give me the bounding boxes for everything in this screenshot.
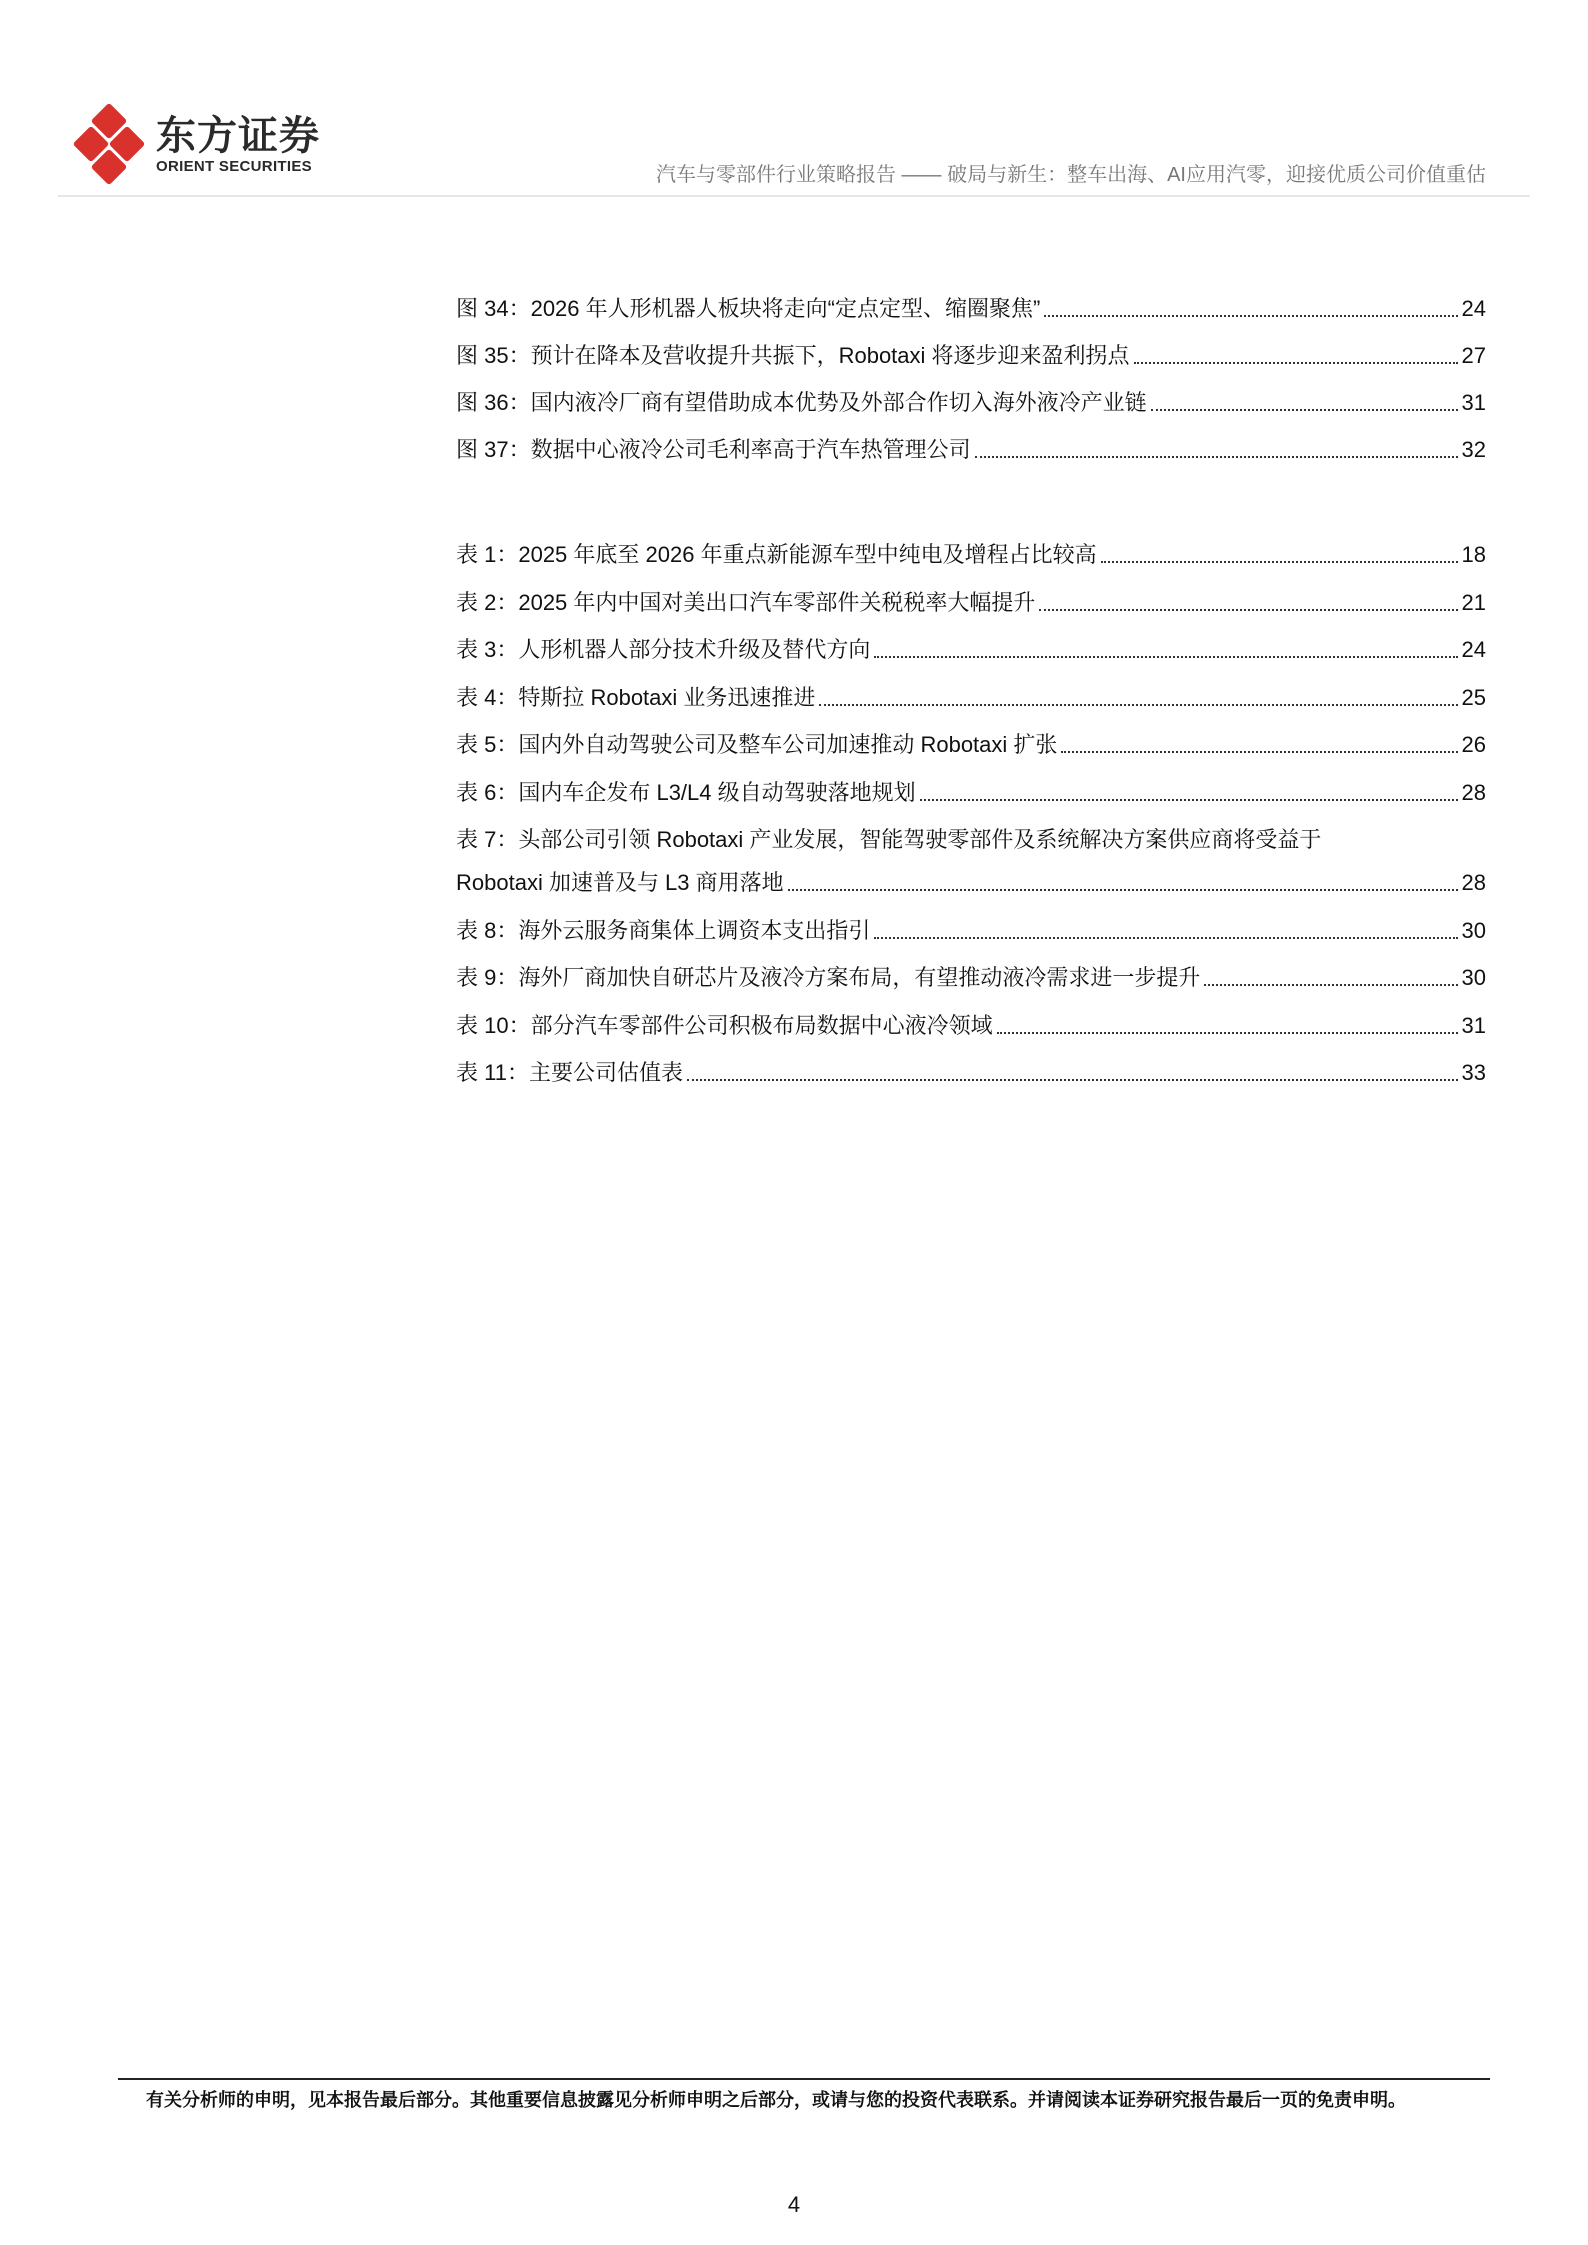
toc-entry-label[interactable]: 表 3：人形机器人部分技术升级及替代方向 [456,637,871,662]
logo-cn: 东方证券 [156,113,320,158]
logo-en: ORIENT SECURITIES [156,157,312,175]
dot-leader [1204,984,1457,986]
toc-entry-page: 26 [1461,732,1486,757]
toc-entry-page: 18 [1461,542,1486,567]
toc-table-entry[interactable] [456,634,1486,664]
toc-entry-page: 30 [1461,965,1486,990]
toc-entry-page: 31 [1461,1012,1486,1038]
toc-figure-entry[interactable] [456,340,1486,370]
toc-entry-page: 21 [1461,589,1486,615]
dot-leader [1044,315,1457,317]
toc-entry-label[interactable]: 表 6：国内车企发布 L3/L4 级自动驾驶落地规划 [456,779,916,805]
toc-entry-page: 28 [1461,870,1486,895]
footer-disclaimer: 有关分析师的申明，见本报告最后部分。其他重要信息披露见分析师申明之后部分，或请与您的投资代表联系。并请阅读本证券研究报告最后一页的免责申明。 [146,2090,1406,2110]
dot-leader [1134,362,1458,364]
toc-entry-label[interactable]: 表 1：2025 年底至 2026 年重点新能源车型中纯电及增程占比较高 [456,542,1097,567]
dot-leader [1039,609,1457,611]
toc-entry-page: 31 [1461,390,1486,415]
toc-entry-page: 24 [1461,296,1486,321]
dot-leader [975,456,1458,458]
toc-entry-page: 30 [1461,917,1486,943]
toc-entry-label[interactable]: Robotaxi 加速普及与 L3 商用落地 [456,870,784,895]
toc-figure-entry[interactable] [456,434,1486,464]
toc-entry-label[interactable]: 表 4：特斯拉 Robotaxi 业务迅速推进 [456,684,816,710]
report-title: 汽车与零部件行业策略报告 —— 破局与新生：整车出海、AI应用汽零，迎接优质公司价值重估 [655,164,1486,186]
dot-leader [687,1079,1458,1081]
toc-table-entry[interactable] [456,539,1486,569]
toc-entry-label[interactable]: 图 37：数据中心液冷公司毛利率高于汽车热管理公司 [456,437,971,462]
dot-leader [874,656,1457,658]
toc-entry-page: 24 [1461,637,1486,662]
toc-entry-label[interactable]: 表 9：海外厂商加快自研芯片及液冷方案布局，有望推动液冷需求进一步提升 [456,965,1201,990]
dot-leader [788,889,1458,891]
toc-table-entry[interactable] [456,1010,1486,1040]
footer-divider [118,2078,1490,2080]
toc-entry-page: 32 [1461,437,1486,462]
toc-entry-page: 25 [1461,684,1486,710]
toc-entry-label-line1[interactable]: 表 7：头部公司引领 Robotaxi 产业发展，智能驾驶零部件及系统解决方案供应商将受益于 [456,827,1322,852]
toc-entry-label[interactable]: 表 10：部分汽车零部件公司积极布局数据中心液冷领域 [456,1012,993,1038]
toc-table-entry[interactable] [456,587,1486,617]
toc-entry-page: 27 [1461,343,1486,368]
dot-leader [920,799,1458,801]
toc-entry-label[interactable]: 图 34：2026 年人形机器人板块将走向“定点定型、缩圈聚焦” [456,296,1041,321]
toc-table-entry[interactable] [456,729,1486,759]
dot-leader [819,704,1457,706]
toc-entry-label[interactable]: 表 11：主要公司估值表 [456,1060,683,1085]
toc-table-entry[interactable] [456,867,1486,897]
toc-table-entry[interactable] [456,915,1486,945]
dot-leader [874,937,1457,939]
toc-entry-label[interactable]: 表 8：海外云服务商集体上调资本支出指引 [456,917,871,943]
toc-figure-entry[interactable] [456,387,1486,417]
toc-entry-label[interactable]: 表 5：国内外自动驾驶公司及整车公司加速推动 Robotaxi 扩张 [456,732,1058,757]
toc-entry-label[interactable]: 图 35：预计在降本及营收提升共振下，Robotaxi 将逐步迎来盈利拐点 [456,343,1130,368]
toc-table-entry[interactable] [456,777,1486,807]
dot-leader [1061,751,1457,753]
dot-leader [1151,409,1458,411]
dot-leader [997,1032,1458,1034]
toc-entry-label[interactable]: 表 2：2025 年内中国对美出口汽车零部件关税税率大幅提升 [456,589,1036,615]
company-logo [74,108,320,180]
toc-figure-entry[interactable] [456,293,1486,323]
header-divider [58,195,1530,197]
toc-table-entry[interactable] [456,962,1486,992]
toc-entry-page: 28 [1461,779,1486,805]
toc-table-entry[interactable] [456,682,1486,712]
toc-entry-label[interactable]: 图 36：国内液冷厂商有望借助成本优势及外部合作切入海外液冷产业链 [456,390,1147,415]
page-number: 4 [787,2192,801,2217]
toc-table-entry[interactable] [456,1057,1486,1087]
logo-mark-icon [74,108,144,180]
dot-leader [1101,561,1458,563]
toc-entry-page: 33 [1461,1060,1486,1085]
